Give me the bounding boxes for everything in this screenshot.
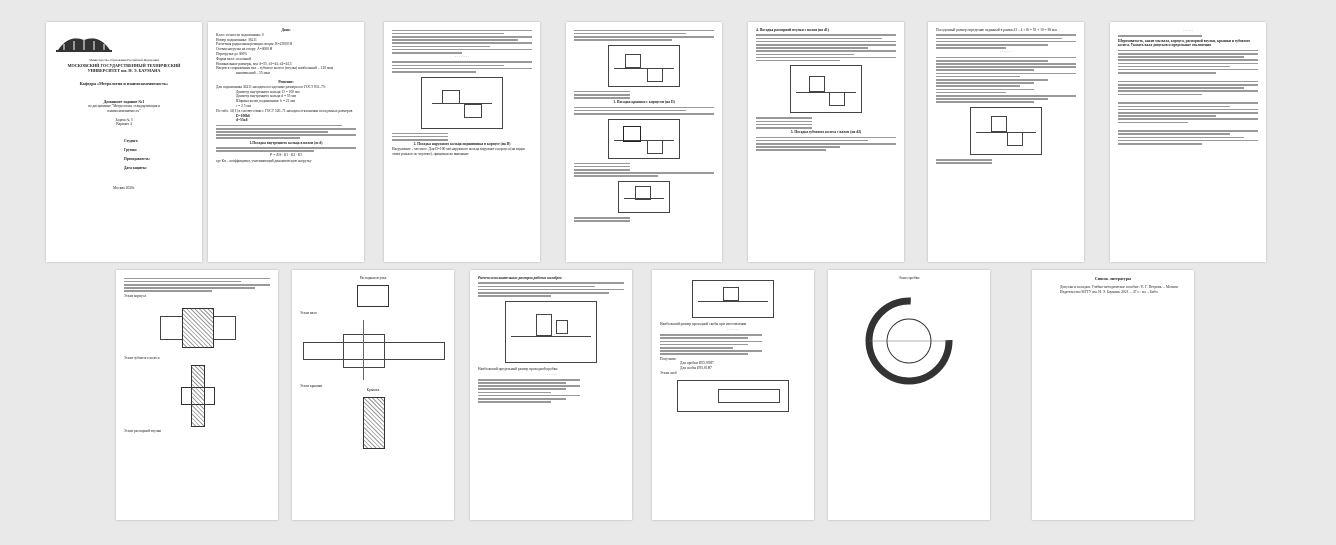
section-heading: Шероховатость, какие мы вала, корпуса, распорной втулки, крышки и зубчатого колеса. Указать вала допусков и предельные отклонения — [1118, 38, 1251, 48]
discipline-line2: взаимозаменяемость" — [107, 108, 141, 113]
references-heading: Список литературы — [1094, 276, 1132, 281]
university-emblem-icon — [54, 32, 114, 54]
task-number: Задача № 3 — [115, 117, 133, 122]
sketch-label: Крышка — [366, 388, 380, 393]
tolerance-diagram — [608, 119, 680, 159]
sketch-label: Эскиз скоб — [660, 370, 677, 375]
city-year: Москва 2020г. — [113, 186, 135, 191]
sketch-label: Эскиз зубчатого колеса — [124, 356, 160, 361]
page-4[interactable] — [566, 22, 722, 262]
bullet-item: r = 2.5 мм — [236, 103, 251, 108]
given-item: Перегрузка до 300% — [216, 51, 248, 56]
teacher-label: Преподаватель: — [124, 156, 150, 161]
solution-text: Для подшипника 36211 находим посадочные размеры по ГОСТ 831–75: — [216, 84, 326, 89]
page-text: Наибольший предельный размер проходной пробки — [478, 366, 558, 371]
page-11[interactable]: Наибольший размер проходной скобы при изготовлении · · · · · · · Получили: Для пробки Ø55,95Н7 Для скобы Ø55,81Н7 Эскиз скоб — [652, 270, 814, 520]
received-label: Получили: — [660, 356, 677, 361]
page-text: Посадочный размер определяю заданный в рамки 43 – 4 +16 = 55 + 10 = 85 мм — [936, 28, 1057, 32]
section-heading: 1.Посадка внутреннего кольца в валом (m d) — [249, 140, 323, 145]
page-13-references[interactable] — [1032, 270, 1194, 520]
given-item: Расчетная радиальная реакция опоры: R=25000 Н — [216, 42, 293, 47]
section-heading: 3. Посадка крышки с корпусом (на D) — [613, 100, 675, 105]
given-item: Класс точности подшипника: 0 — [216, 32, 264, 37]
solution-text: По табл. 31[1] в соответствии с ГОСТ 520–71 находим отклонения посадочных размеров — [216, 108, 353, 113]
tolerance-diagram — [790, 65, 862, 113]
page-1-title[interactable] — [46, 22, 202, 262]
gauge-tolerance-diagram — [505, 301, 597, 363]
reference-item: Допуски и посадки: Учебно-методическое пособие / Е. Г. Петрова. – Москва: Издательство МГТУ им. Н. Э. Баумана, 2021. – 47 с.: ил. – Библ. — [1060, 285, 1179, 294]
variant-number: Вариант 4 — [116, 122, 132, 127]
note-text: где Кп – коэффициент, учитывающий динамическую нагрузку — [216, 159, 312, 164]
formula: Р = R/b · K1 · K2 · K3 — [269, 153, 303, 158]
page-7[interactable]: · · · · · · Шероховатость, какие мы вала, корпуса, распорной втулки, крышки и зубчатого колеса. Указать вала допусков и предельные отклонения — [1110, 22, 1266, 262]
shaft-sketch — [303, 320, 443, 380]
bullet-item: Диаметр внутреннего кольца d = 55 мм — [236, 94, 296, 99]
sketch-label: Эскиз распорной втулки — [124, 429, 162, 434]
defense-date-label: Дата защиты: — [124, 165, 147, 170]
page-2-given[interactable] — [208, 22, 364, 262]
section-heading: 5. Посадка зубчатого колеса с валом (на d2) — [790, 130, 862, 135]
ministry-text: Министерство образования Российской Федерации — [89, 57, 159, 62]
university-line2: УНИВЕРСИТЕТ им. Н. Э. БАУМАНА — [87, 68, 161, 73]
gear-sketch — [177, 365, 217, 425]
given-item: Форма вала: сплошной — [216, 56, 252, 61]
section-text: Нагружение – местное. Для D=100 мм наружного кольца наружного корпуса (на видно этике разкале по чертеже), принимая во внимание — [392, 147, 526, 156]
given-item: наименьший – 55 мкм — [236, 71, 270, 76]
page-3[interactable]: · · · · · · · · 2. Посадка наружного кольца подшипника в корпусе (на D) Нагружение – местное. Для D=100 мм наружного кольца наружного корпуса (на видно этике разкале по чертеже), принимая во внимание — [384, 22, 540, 262]
gauge-tolerance-diagram — [692, 280, 774, 318]
deviation: d=55к6 — [236, 118, 248, 123]
cover-sketch — [353, 397, 393, 447]
given-item: Осевая нагрузка на опору: A=4000 Н — [216, 47, 273, 52]
section-heading: 4. Посадка распорной втулки с валом (на d1) — [756, 28, 829, 32]
page-10[interactable]: Расчет исполнительных размеров рабочих калибров Наибольший предельный размер проходной пробки · · · · · · · — [470, 270, 632, 520]
department-text: Кафедра «Метрология и взаимозаменяемость» — [79, 81, 169, 87]
page-5[interactable] — [748, 22, 904, 262]
tolerance-diagram — [421, 77, 503, 129]
sketch-label: Эскиз пробки — [898, 276, 920, 280]
tolerance-diagram — [608, 45, 680, 87]
snap-gauge-sketch — [677, 380, 789, 412]
page-text: Наибольший размер проходной скобы при изготовлении — [660, 322, 747, 326]
page-9[interactable] — [292, 270, 454, 520]
tolerance-diagram — [970, 107, 1042, 155]
sketch-label: Эскиз корпуса — [124, 293, 147, 298]
bushing-sketch — [357, 285, 389, 307]
bullet-item: Диаметр внутреннего кольца: D = 100 мм — [236, 89, 300, 94]
given-item: Номер подшипника: 36211 — [216, 37, 257, 42]
solution-heading: Решение: — [278, 79, 294, 84]
student-label: Студент: — [124, 139, 139, 144]
deviation: D=100h6 — [236, 113, 250, 118]
given-item: Нагрев в сопряжениях вал – зубчатое колесо (втулка) наибольший – 120 мкм — [216, 66, 334, 71]
sketch-label: Распорная втулка — [359, 276, 387, 280]
section-heading: Расчет исполнительных размеров рабочих калибров — [478, 276, 562, 280]
result-item: Для пробки Ø55,95Н7 — [680, 361, 714, 366]
given-item: Номинальные размеры, мм: d=55, d1=44, d2=44,5 — [216, 61, 292, 66]
given-heading: Дано: — [281, 28, 291, 32]
housing-sketch — [152, 302, 242, 352]
page-12[interactable] — [828, 270, 990, 520]
sketch-label: Эскиз крышки — [300, 383, 323, 388]
plug-gauge-sketch-icon — [859, 291, 959, 391]
page-6[interactable]: Посадочный размер определяю заданный в рамки 43 – 4 +16 = 55 + 10 = 85 мм · · · · · · · — [928, 22, 1084, 262]
homework-title: Домашнее задание №1 — [103, 98, 145, 104]
page-8[interactable] — [116, 270, 278, 520]
discipline-line1: по дисциплине "Метрология, стандартизация и — [87, 104, 161, 109]
university-line1: МОСКОВСКИЙ ГОСУДАРСТВЕННЫЙ ТЕХНИЧЕСКИЙ — [67, 62, 181, 68]
group-label: Группа: — [124, 148, 137, 152]
sketch-label: Эскиз вала — [300, 310, 317, 315]
section-heading: 2. Посадка наружного кольца подшипника в корпусе (на D) — [413, 142, 511, 147]
bullet-item: Ширина колец подшипника: b = 21 мм — [236, 99, 295, 104]
tolerance-diagram — [618, 181, 670, 213]
result-item: Для скобы Ø55,81Н7 — [680, 366, 712, 371]
